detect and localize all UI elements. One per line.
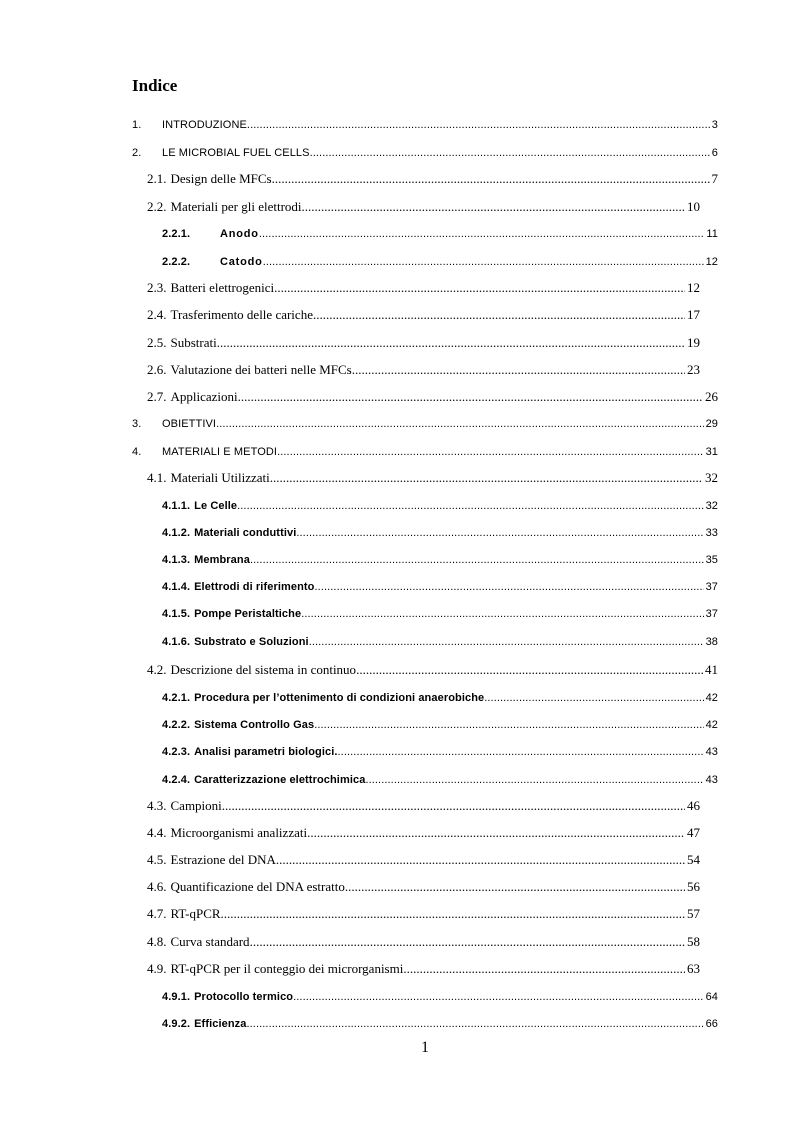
toc-label: Efficienza: [194, 1018, 247, 1030]
toc-page: 42: [705, 719, 718, 731]
dot-leader: [296, 524, 703, 542]
toc-number: 4.1.: [147, 470, 167, 485]
toc-number: 4.2.3.: [162, 746, 191, 758]
toc-page: 47: [687, 825, 700, 840]
toc-number: 4.5.: [147, 852, 167, 867]
dot-leader: [274, 279, 685, 297]
dot-leader: [270, 469, 703, 487]
toc-entry[interactable]: [147, 851, 700, 869]
toc-entry[interactable]: [147, 306, 700, 324]
toc-entry[interactable]: [162, 253, 718, 271]
toc-label: Caratterizzazione elettrochimica: [194, 774, 366, 786]
toc-entry[interactable]: [162, 771, 718, 789]
toc-label: Membrana: [194, 554, 250, 566]
toc-page: 56: [687, 879, 700, 894]
toc-entry[interactable]: [132, 415, 718, 433]
toc-page: 46: [687, 798, 700, 813]
toc-label: Materiali per gli elettrodi: [170, 199, 302, 214]
toc-page: 41: [705, 662, 718, 677]
dot-leader: [272, 170, 710, 188]
dot-leader: [403, 960, 685, 978]
toc-label: Design delle MFCs: [170, 171, 272, 186]
toc-label: Elettrodi di riferimento: [194, 581, 315, 593]
toc-page: 64: [705, 991, 718, 1003]
toc-page: 54: [687, 852, 700, 867]
toc-entry[interactable]: [147, 878, 700, 896]
toc-number: 2.2.: [147, 199, 167, 214]
toc-label: OBIETTIVI: [162, 418, 217, 430]
toc-entry[interactable]: [162, 497, 718, 515]
toc-page: 43: [705, 774, 718, 786]
toc-entry[interactable]: [147, 361, 700, 379]
toc-number: 4.: [132, 446, 142, 458]
toc-number: 2.1.: [147, 171, 167, 186]
toc-number: 2.6.: [147, 362, 167, 377]
toc-number: 4.2.2.: [162, 719, 191, 731]
toc-label: Valutazione dei batteri nelle MFCs: [170, 362, 352, 377]
dot-leader: [314, 578, 703, 596]
toc-page: 19: [687, 335, 700, 350]
toc-label: INTRODUZIONE: [162, 119, 247, 131]
toc-label: LE MICROBIAL FUEL CELLS: [162, 147, 310, 159]
toc-label: Campioni: [170, 798, 222, 813]
toc-number: 3.: [132, 418, 142, 430]
dot-leader: [276, 851, 685, 869]
toc-entry[interactable]: [132, 443, 718, 461]
toc-label: Batteri elettrogenici: [170, 280, 275, 295]
toc-entry[interactable]: [147, 334, 700, 352]
toc-label: Sistema Controllo Gas: [194, 719, 315, 731]
toc-entry[interactable]: [162, 605, 718, 623]
toc-entry[interactable]: [162, 689, 718, 707]
dot-leader: [302, 198, 685, 216]
toc-entry[interactable]: [147, 388, 718, 406]
toc-number: 4.2.4.: [162, 774, 191, 786]
toc-number: 4.9.: [147, 961, 167, 976]
toc-number: 4.2.1.: [162, 692, 191, 704]
toc-page: 42: [705, 692, 718, 704]
toc-number: 2.2.1.: [162, 228, 191, 240]
toc-page: 57: [687, 906, 700, 921]
toc-label: Pompe Peristaltiche: [194, 608, 302, 620]
toc-label: Materiali conduttivi: [194, 527, 297, 539]
dot-leader: [221, 905, 685, 923]
toc-label: Procedura per l’ottenimento di condizioni anaerobiche: [194, 692, 485, 704]
toc-entry[interactable]: [162, 524, 718, 542]
toc-label: Protocollo termico: [194, 991, 294, 1003]
dot-leader: [222, 797, 685, 815]
dot-leader: [345, 878, 685, 896]
toc-label: Descrizione del sistema in continuo: [170, 662, 357, 677]
toc-number: 4.3.: [147, 798, 167, 813]
toc-entry[interactable]: [147, 661, 718, 679]
toc-number: 2.7.: [147, 389, 167, 404]
toc-page: 6: [711, 147, 718, 159]
toc-label: Anodo: [220, 228, 259, 240]
toc-label: Trasferimento delle cariche: [170, 307, 313, 322]
toc-entry[interactable]: [162, 988, 718, 1006]
dot-leader: [352, 361, 685, 379]
toc-page: 31: [705, 446, 718, 458]
toc-page: 58: [687, 934, 700, 949]
toc-page: 10: [687, 199, 700, 214]
toc-entry[interactable]: [162, 716, 718, 734]
toc-label: Microorganismi analizzati: [170, 825, 308, 840]
toc-number: 4.4.: [147, 825, 167, 840]
dot-leader: [307, 824, 685, 842]
toc-entry[interactable]: [147, 279, 700, 297]
toc-page: 63: [687, 961, 700, 976]
toc-number: 2.: [132, 147, 142, 159]
toc-page: 26: [705, 389, 718, 404]
toc-entry[interactable]: [147, 797, 700, 815]
toc-entry[interactable]: [162, 743, 718, 761]
dot-leader: [338, 743, 704, 761]
toc-page: 66: [705, 1018, 718, 1030]
toc-entry[interactable]: [162, 225, 718, 243]
toc-entry[interactable]: [132, 144, 718, 162]
dot-leader: [250, 933, 685, 951]
toc-label: Analisi parametri biologici.: [194, 746, 338, 758]
toc-page: 12: [705, 256, 718, 268]
toc-number: 4.1.1.: [162, 500, 191, 512]
dot-leader: [309, 633, 704, 651]
toc-entry[interactable]: [162, 578, 718, 596]
toc-entry[interactable]: [162, 551, 718, 569]
toc-page: 37: [705, 608, 718, 620]
toc-page: 37: [705, 581, 718, 593]
toc-number: 2.3.: [147, 280, 167, 295]
toc-page: 43: [705, 746, 718, 758]
dot-leader: [313, 306, 685, 324]
toc-label: Materiali Utilizzati: [170, 470, 270, 485]
toc-entry[interactable]: [147, 170, 718, 188]
dot-leader: [259, 225, 705, 243]
toc-number: 4.1.5.: [162, 608, 191, 620]
dot-leader: [301, 605, 703, 623]
toc-entry[interactable]: [147, 905, 700, 923]
toc-number: 4.7.: [147, 906, 167, 921]
toc-number: 2.2.2.: [162, 256, 191, 268]
dot-leader: [314, 716, 703, 734]
toc-page: 23: [687, 362, 700, 377]
toc-entry[interactable]: [132, 116, 718, 134]
page-number: 1: [421, 1039, 429, 1056]
toc-label: Applicazioni: [170, 389, 238, 404]
toc-page: 3: [711, 119, 718, 131]
toc-number: 4.1.6.: [162, 636, 191, 648]
toc-number: 1.: [132, 119, 142, 131]
toc-label: Catodo: [220, 256, 263, 268]
toc-label: Substrati: [170, 335, 217, 350]
toc-entry[interactable]: [147, 469, 718, 487]
dot-leader: [246, 1015, 703, 1033]
dot-leader: [484, 689, 703, 707]
toc-page: 35: [705, 554, 718, 566]
toc-label: RT-qPCR: [170, 906, 221, 921]
toc-entry[interactable]: [147, 960, 700, 978]
toc-number: 4.1.3.: [162, 554, 191, 566]
dot-leader: [250, 551, 704, 569]
toc-number: 4.6.: [147, 879, 167, 894]
dot-leader: [247, 116, 710, 134]
toc-entry[interactable]: [162, 1015, 718, 1033]
toc-label: Substrato e Soluzioni: [194, 636, 309, 648]
toc-label: Estrazione del DNA: [170, 852, 276, 867]
dot-leader: [293, 988, 703, 1006]
dot-leader: [310, 144, 710, 162]
toc-label: Quantificazione del DNA estratto: [170, 879, 345, 894]
toc-number: 4.9.2.: [162, 1018, 191, 1030]
dot-leader: [277, 443, 703, 461]
toc-label: Curva standard: [170, 934, 250, 949]
dot-leader: [237, 497, 703, 515]
toc-page: 12: [687, 280, 700, 295]
toc-label: RT-qPCR per il conteggio dei microrganismi: [170, 961, 404, 976]
toc-page: 32: [705, 500, 718, 512]
toc-number: 4.1.4.: [162, 581, 191, 593]
dot-leader: [216, 415, 703, 433]
toc-number: 2.5.: [147, 335, 167, 350]
toc-number: 4.1.2.: [162, 527, 191, 539]
toc-entry[interactable]: [147, 198, 700, 216]
toc-entry[interactable]: [162, 633, 718, 651]
dot-leader: [356, 661, 703, 679]
toc-page: 11: [706, 228, 718, 240]
toc-entry[interactable]: [147, 824, 700, 842]
toc-number: 4.2.: [147, 662, 167, 677]
toc-page: 33: [705, 527, 718, 539]
toc-number: 4.9.1.: [162, 991, 191, 1003]
dot-leader: [238, 388, 703, 406]
dot-leader: [263, 253, 704, 271]
toc-entry[interactable]: [147, 933, 700, 951]
toc-number: 2.4.: [147, 307, 167, 322]
page-title: Indice: [132, 76, 178, 95]
toc-label: MATERIALI E METODI: [162, 446, 278, 458]
toc-number: 4.8.: [147, 934, 167, 949]
dot-leader: [365, 771, 703, 789]
toc-label: Le Celle: [194, 500, 238, 512]
toc-page: 32: [705, 470, 718, 485]
toc-page: 7: [711, 171, 718, 186]
toc-page: 29: [705, 418, 718, 430]
toc-page: 38: [705, 636, 718, 648]
dot-leader: [217, 334, 685, 352]
toc-page: 17: [687, 307, 700, 322]
